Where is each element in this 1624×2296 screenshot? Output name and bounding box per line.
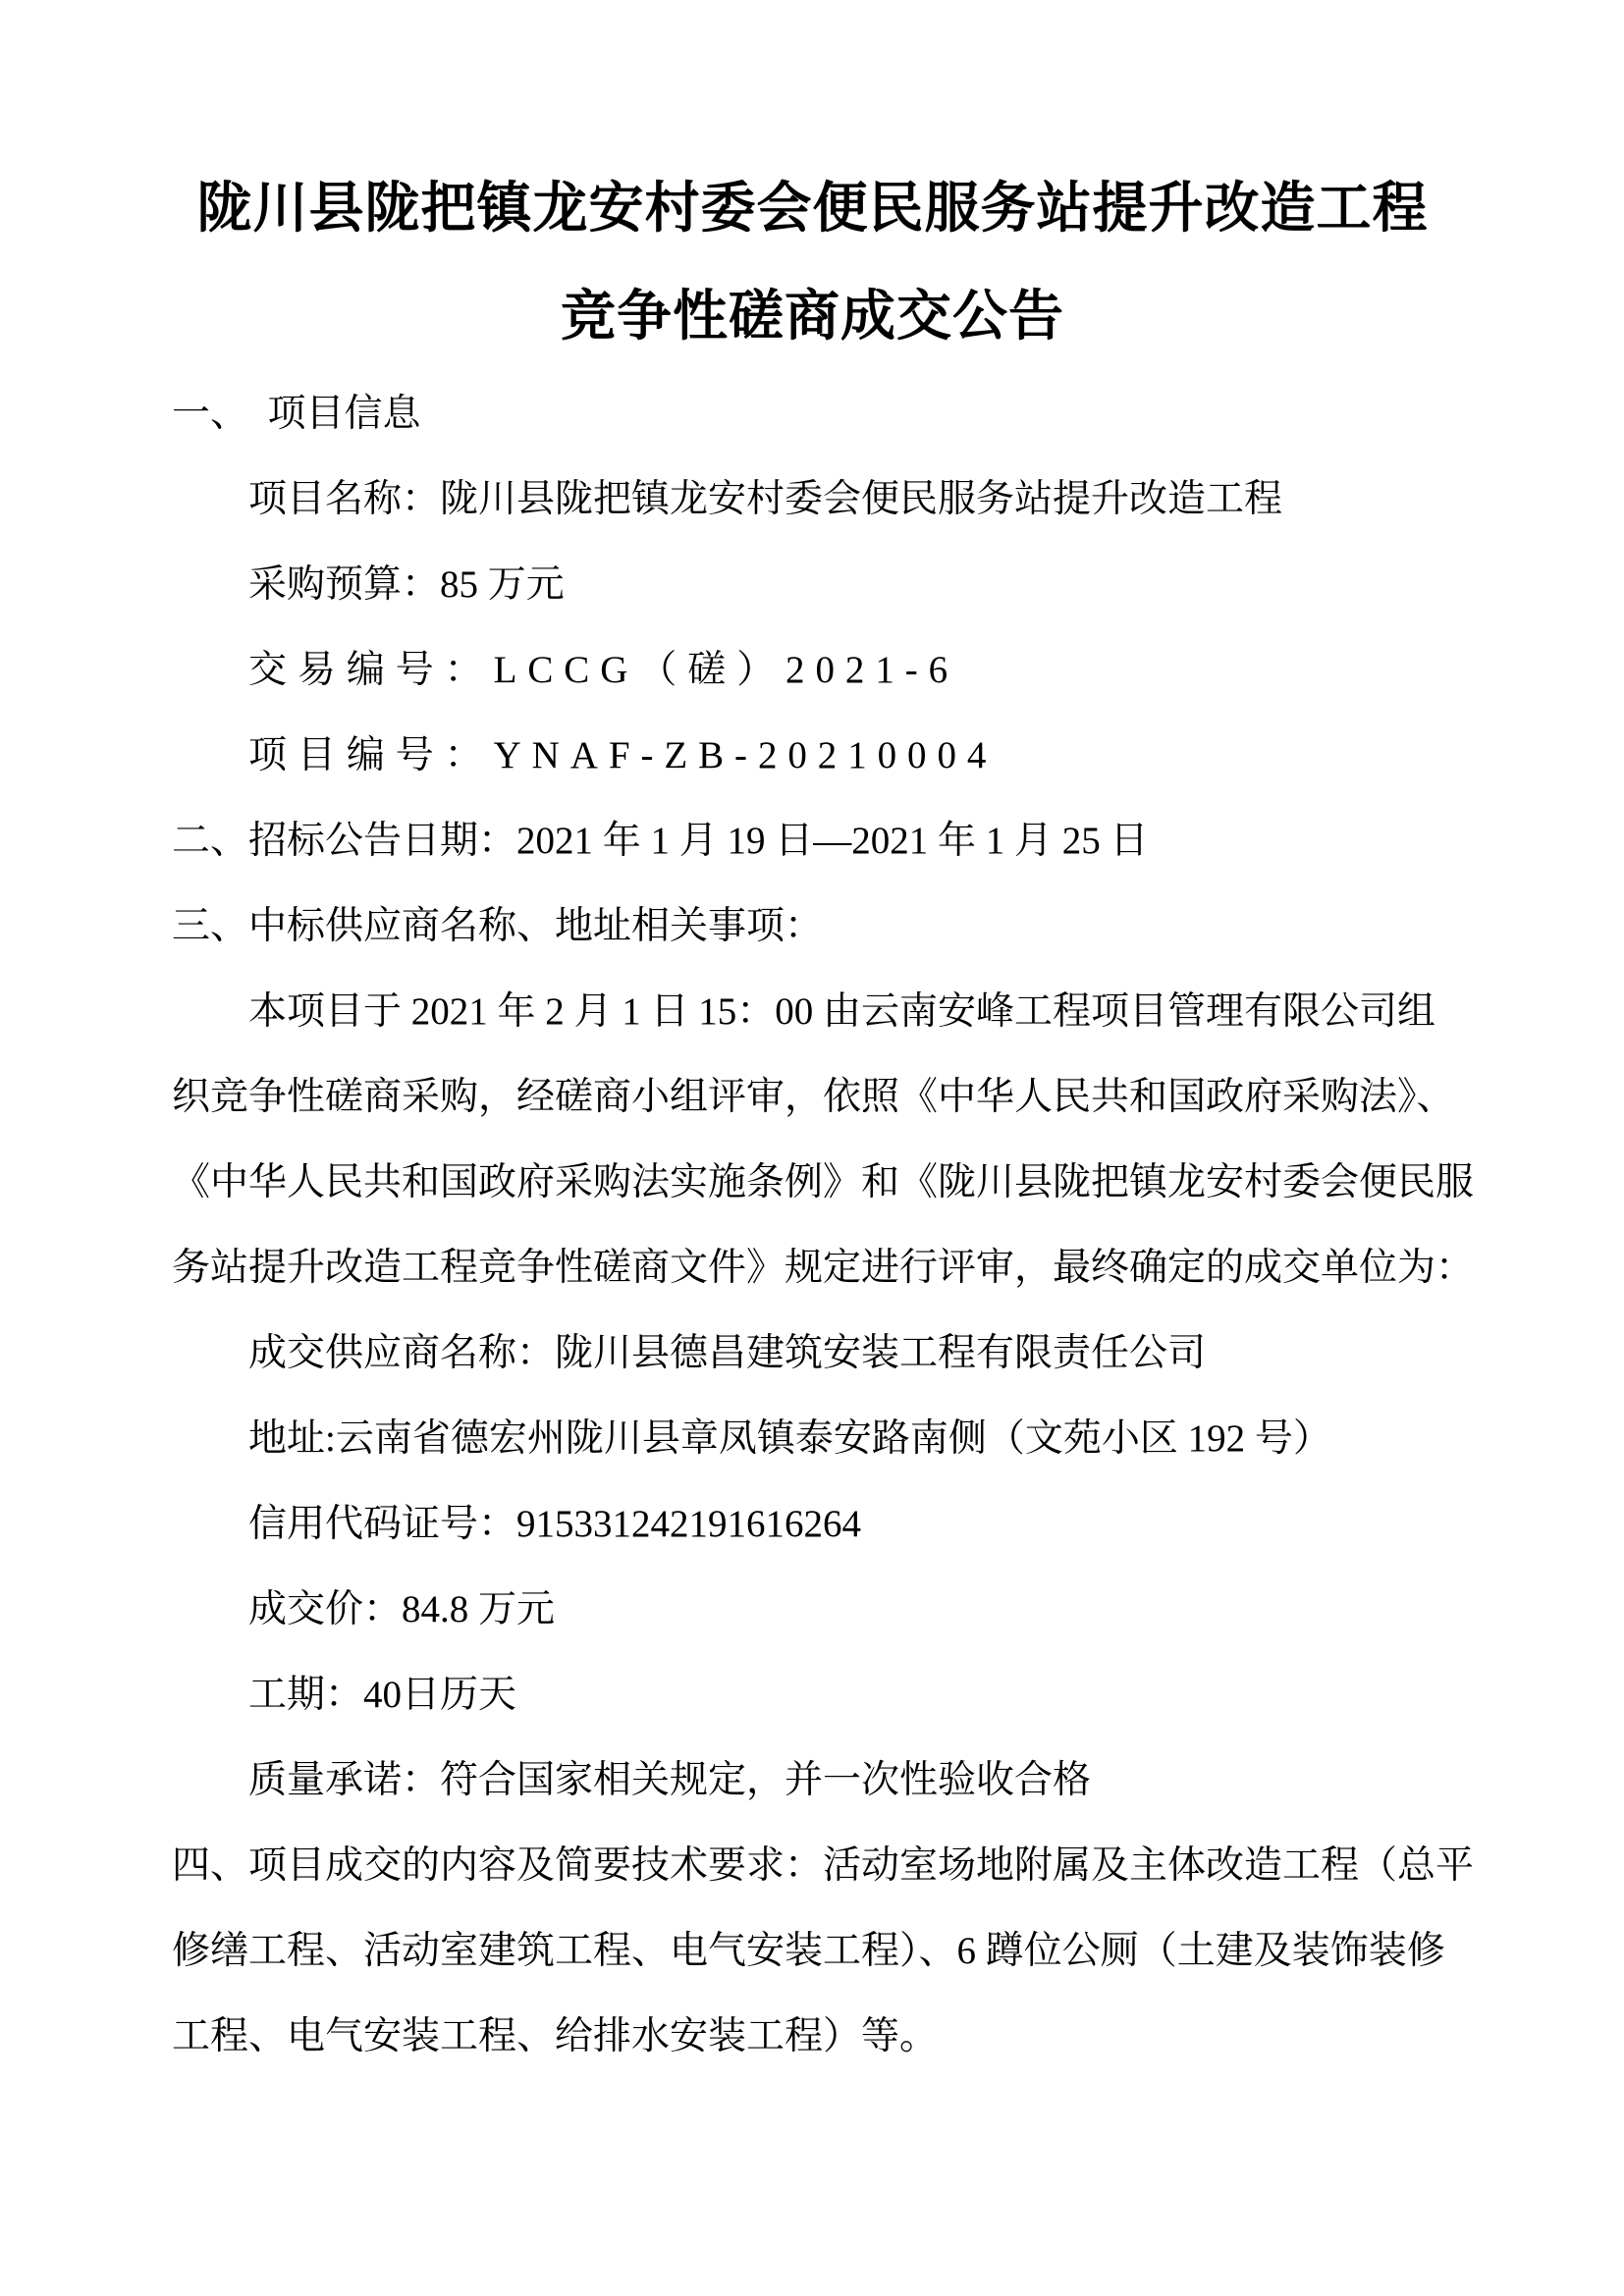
deal-price-line: 成交价：84.8 万元 (248, 1588, 556, 1630)
section-heading-1: 一、 项目信息 (172, 393, 421, 435)
trade-number-line: 交易编号：LCCG（磋）2021-6 (248, 649, 959, 691)
title-line-1: 陇川县陇把镇龙安村委会便民服务站提升改造工程 (196, 179, 1429, 240)
document-title (172, 155, 1453, 371)
budget-line: 采购预算：85 万元 (248, 563, 565, 606)
section-heading-2: 二、招标公告日期：2021 年 1 月 19 日—2021 年 1 月 25 日 (172, 820, 1149, 862)
paragraph-line: 织竞争性磋商采购，经磋商小组评审，依照《中华人民共和国政府采购法》、 (172, 1076, 1455, 1118)
document-body (172, 371, 1475, 2079)
address-line: 地址:云南省德宏州陇川县章凤镇泰安路南侧（文苑小区 192 号） (248, 1417, 1331, 1460)
paragraph-line: 本项目于 2021 年 2 月 1 日 15：00 由云南安峰工程项目管理有限公司组 (248, 990, 1436, 1033)
paragraph-line: 修缮工程、活动室建筑工程、电气安装工程）、6 蹲位公厕（土建及装饰装修 (172, 1930, 1445, 1972)
paragraph-line: 工程、电气安装工程、给排水安装工程）等。 (172, 2015, 939, 2057)
credit-code-line: 信用代码证号：915331242191616264 (248, 1503, 862, 1545)
title-line-2: 竞争性磋商成交公告 (561, 287, 1064, 347)
project-number-line: 项目编号：YNAF-ZB-20210004 (248, 734, 998, 776)
quality-promise-line: 质量承诺：符合国家相关规定，并一次性验收合格 (248, 1759, 1092, 1801)
paragraph-line: 务站提升改造工程竞争性磋商文件》规定进行评审，最终确定的成交单位为： (172, 1247, 1475, 1289)
winning-supplier-line: 成交供应商名称：陇川县德昌建筑安装工程有限责任公司 (248, 1332, 1207, 1374)
section-heading-4: 四、项目成交的内容及简要技术要求：活动室场地附属及主体改造工程（总平 (172, 1844, 1475, 1887)
section-heading-3: 三、中标供应商名称、地址相关事项： (172, 905, 824, 947)
duration-line: 工期：40日历天 (248, 1674, 517, 1716)
paragraph-line: 《中华人民共和国政府采购法实施条例》和《陇川县陇把镇龙安村委会便民服 (172, 1161, 1475, 1203)
project-name-line: 项目名称：陇川县陇把镇龙安村委会便民服务站提升改造工程 (248, 478, 1283, 520)
